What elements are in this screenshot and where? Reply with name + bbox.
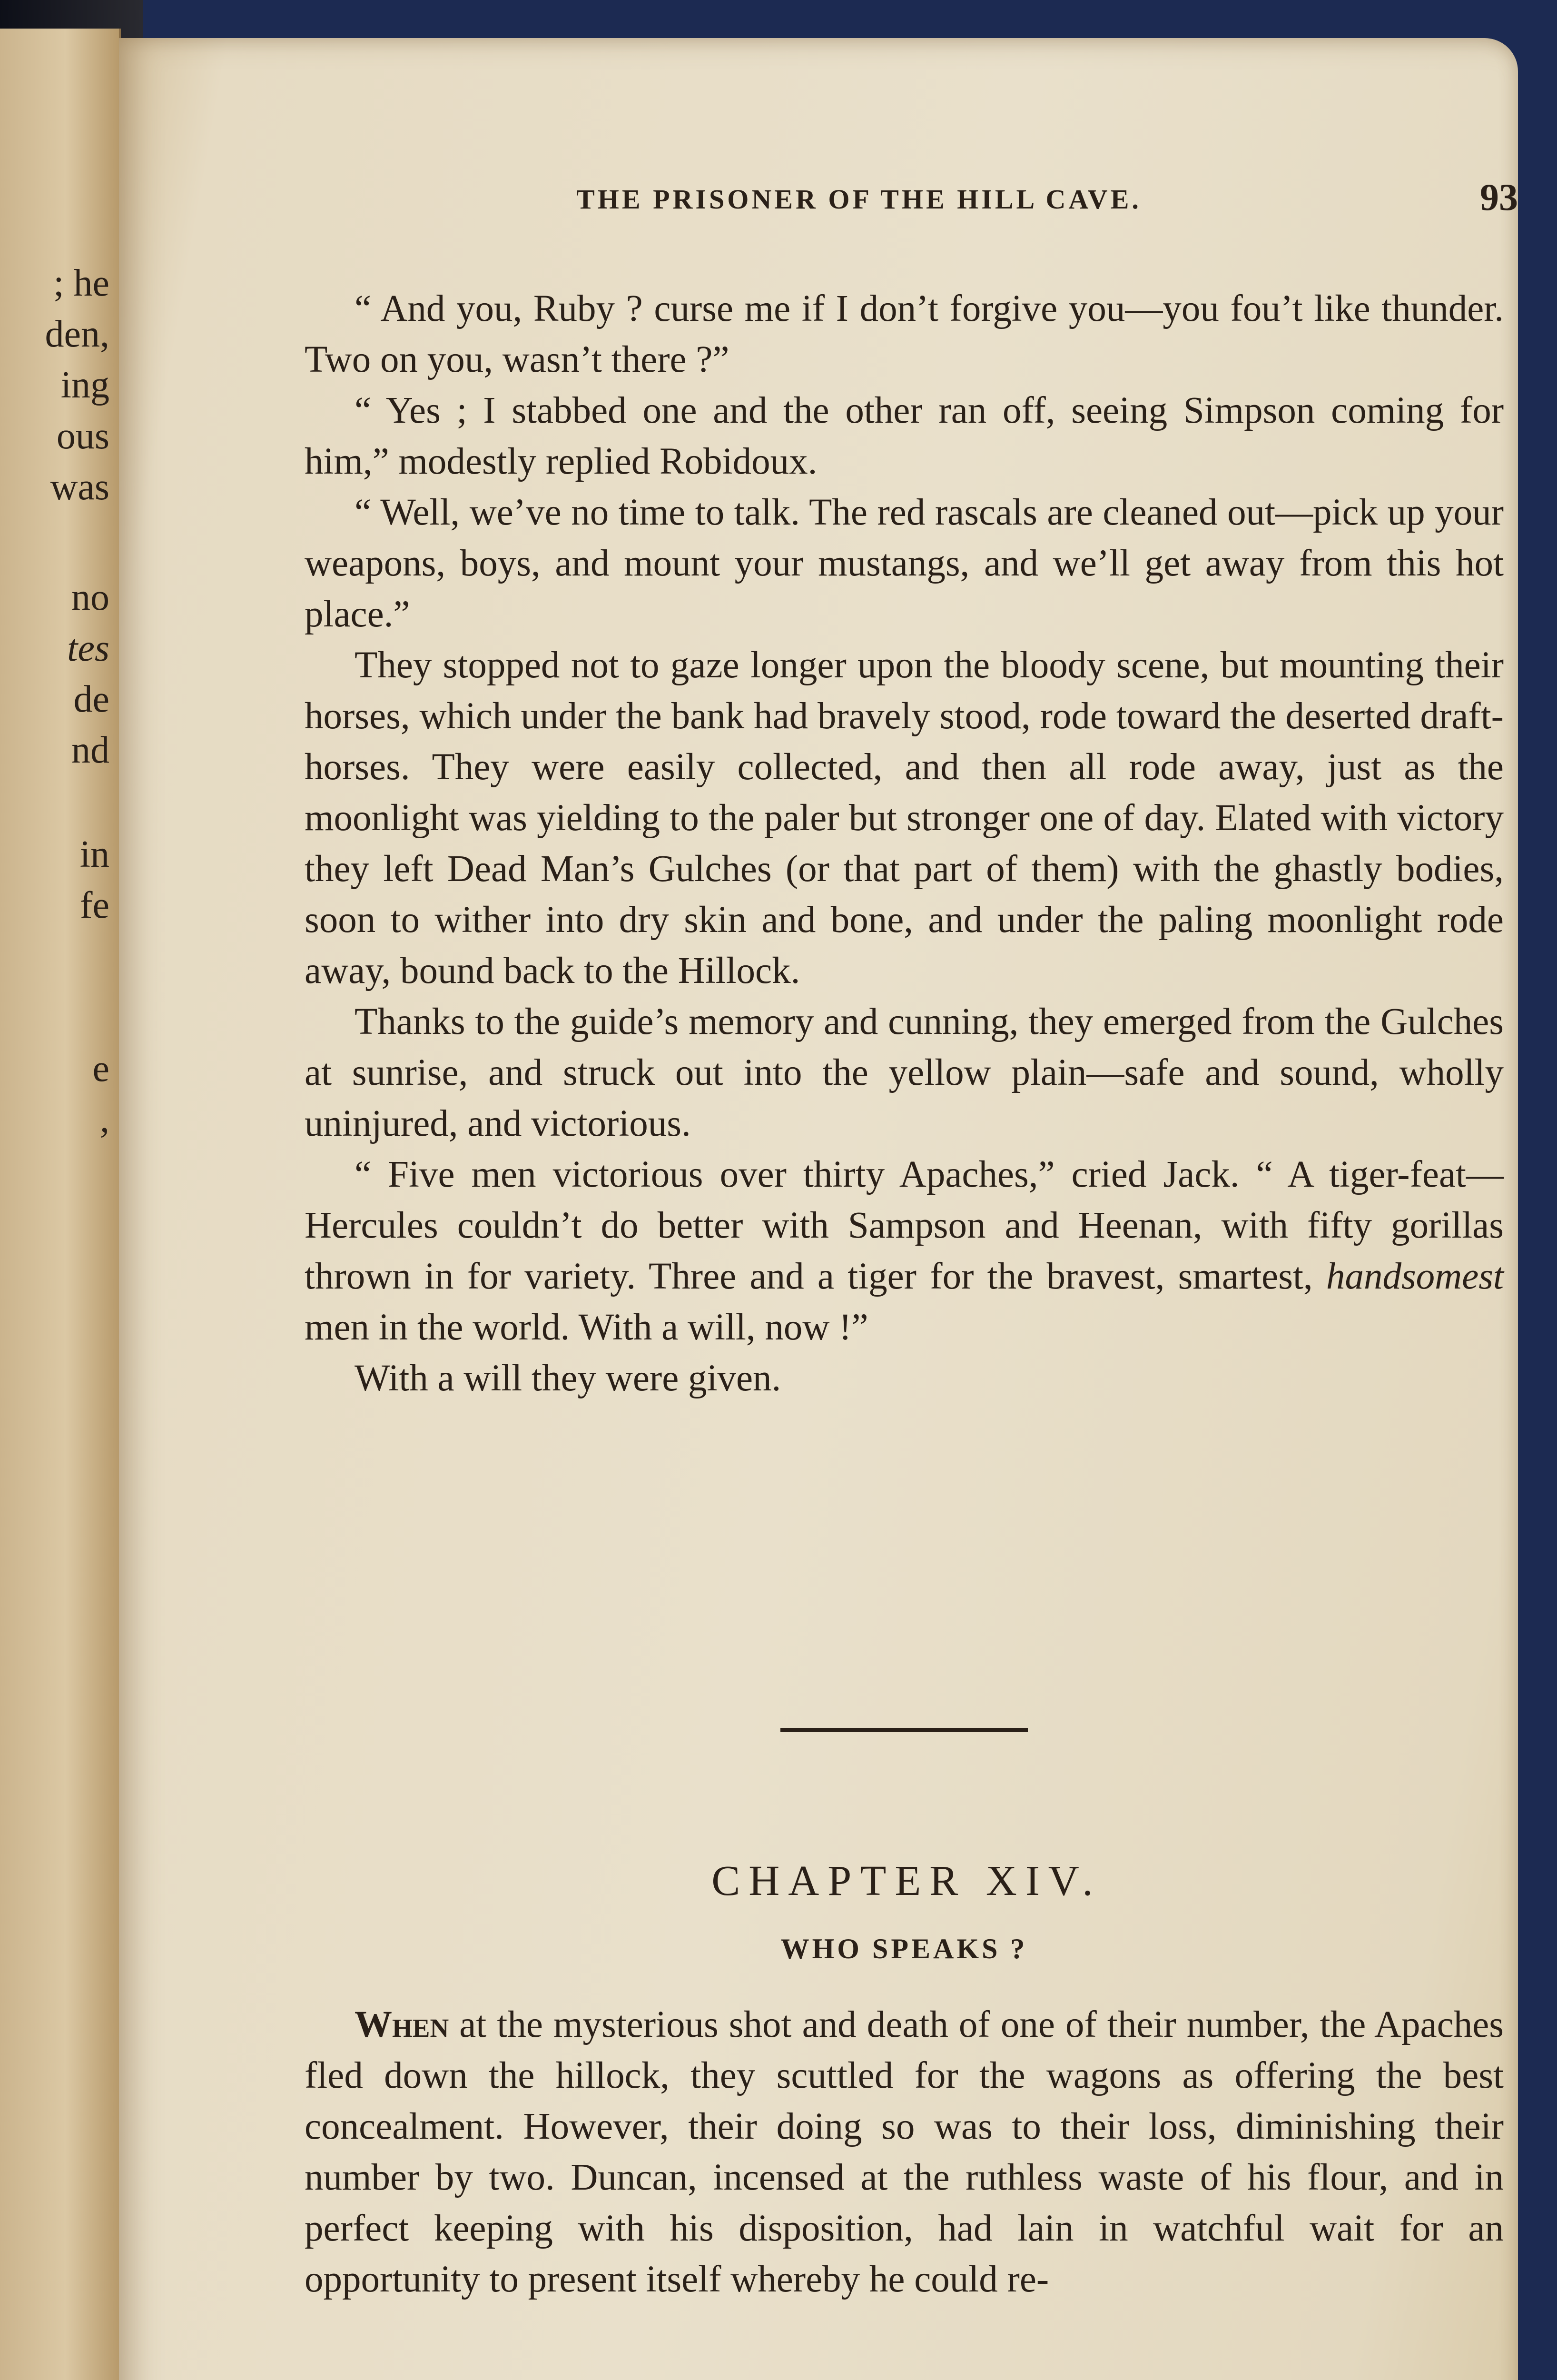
facing-page-fragment: ous xyxy=(56,415,109,457)
drop-word: When xyxy=(355,2004,449,2045)
page-number: 93 xyxy=(1480,177,1518,218)
paragraph xyxy=(305,1149,1504,1353)
facing-page-fragment: ; he xyxy=(53,262,109,304)
facing-page-fragment: nd xyxy=(71,729,109,771)
chapter-heading: CHAPTER XIV. xyxy=(711,1857,1102,1904)
facing-page-fragment: e xyxy=(92,1048,109,1090)
facing-page-fragment: was xyxy=(50,466,109,508)
facing-page-fragment: fe xyxy=(79,884,109,926)
paragraph: With a will they were given. xyxy=(355,1358,781,1399)
facing-page-fragment: , xyxy=(100,1099,109,1140)
paragraph: “ Well, we’ve no time to talk. The red rascals are cleaned out—pick up your weapons, boys, and mount your mustangs, and we’ll get away from this hot place.” xyxy=(305,492,1504,635)
running-head: THE PRISONER OF THE HILL CAVE. xyxy=(576,184,1142,215)
facing-page xyxy=(0,29,121,2380)
facing-page-fragment: no xyxy=(71,576,109,618)
facing-page-fragment: den, xyxy=(45,313,109,355)
section-rule xyxy=(780,1728,1028,1732)
book-page xyxy=(119,38,1518,2380)
paragraph-text: men in the world. With a will, now !” xyxy=(305,1307,868,1348)
paragraph: Thanks to the guide’s memory and cunning, they emerged from the Gulches at sunrise, and struck out into the yellow plain—safe and sound, wholly uninjured, and victorious. xyxy=(305,1001,1504,1144)
facing-page-fragment: ing xyxy=(60,364,109,406)
facing-page-fragment: tes xyxy=(67,627,109,669)
page-body xyxy=(305,283,1504,1404)
chapter-body xyxy=(305,1999,1504,2305)
facing-page-fragment: de xyxy=(73,678,109,720)
paragraph-text: at the mysterious shot and death of one of their number, the Apaches fled down the hillock, they scuttled for the wagons as offering the best concealment. However, their doing so was to their loss, diminishing their number by two. Duncan, incensed at the ruthless waste of his flour, and in perfect keeping with his disposition, had lain in watchful wait for an opportunity to present itself whereby he could re- xyxy=(305,2004,1504,2300)
paragraph-text: “ Five men victorious over thirty Apaches,” cried Jack. “ A tiger-feat—Hercules couldn’t do better with Sampson and Heenan, with fifty gorillas thrown in for variety. Three and a tiger for the bravest, smartest, xyxy=(305,1154,1504,1297)
paragraph: “ And you, Ruby ? curse me if I don’t forgive you—you fou’t like thunder. Two on you, wasn’t there ?” xyxy=(305,288,1504,380)
paragraph: They stopped not to gaze longer upon the bloody scene, but mounting their horses, which under the bank had bravely stood, rode toward the deserted draft-horses. They were easily collected, and then all rode away, just as the moonlight was yielding to the paler but stronger one of day. Elated with victory they left Dead Man’s Gulches (or that part of them) with the ghastly bodies, soon to wither into dry skin and bone, and under the paling moonlight rode away, bound back to the Hillock. xyxy=(305,645,1504,992)
chapter-subtitle: WHO SPEAKS ? xyxy=(780,1933,1028,1964)
facing-page-fragment: in xyxy=(79,833,109,875)
paragraph xyxy=(305,1999,1504,2305)
paragraph: “ Yes ; I stabbed one and the other ran off, seeing Simpson coming for him,” modestly replied Robidoux. xyxy=(305,390,1504,482)
emphasis-text: handsomest xyxy=(1326,1256,1504,1297)
